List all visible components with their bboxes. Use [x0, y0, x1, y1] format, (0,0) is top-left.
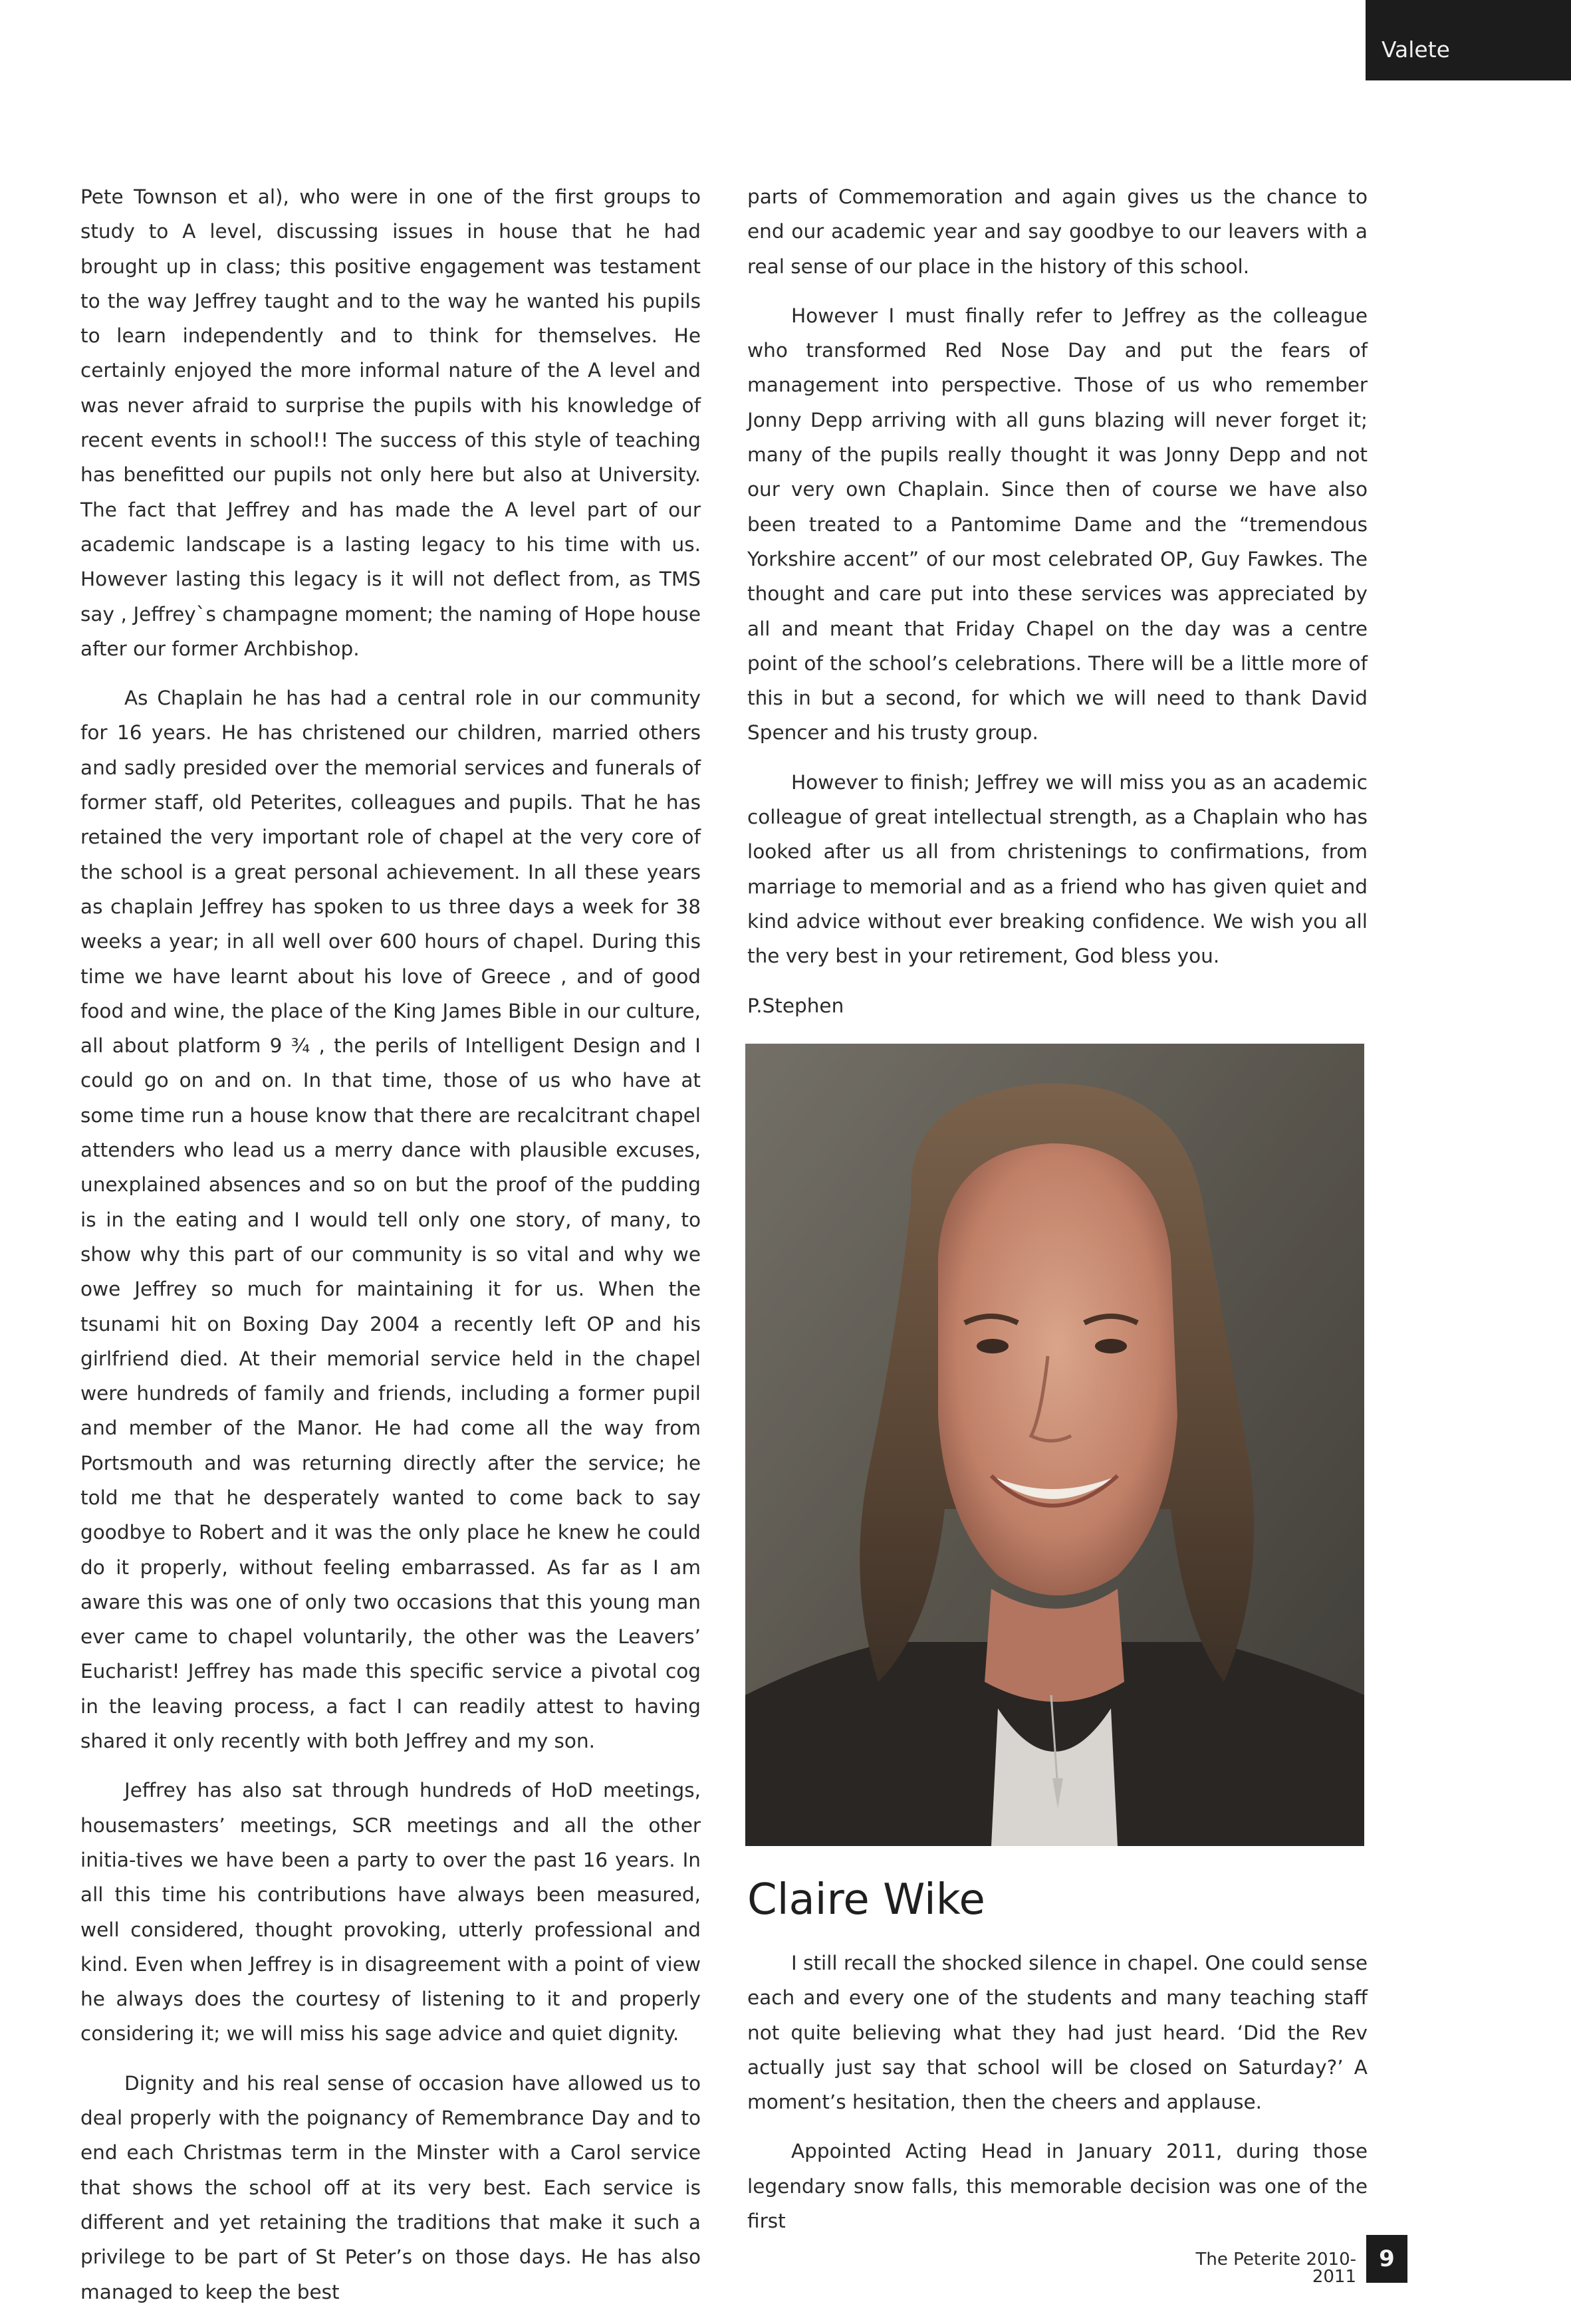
left-paragraph: Pete Townson et al), who were in one of the first groups to study to A level, discussing issues in house that he had brought up in class; this positive engagement was testament to the way Jeffrey taught and to the way he wanted his pupils to learn independently and to think for themselves. He certainly enjoyed the more informal nature of the A level and was never afraid to surprise the pupils with his knowledge of recent events in school!! The success of this style of teaching has benefitted our pupils not only here but also at University. The fact that Jeffrey and has made the A level part of our academic landscape is a lasting legacy to his time with us. However lasting this legacy is it will not deflect from, as TMS say , Jeffrey`s champagne moment; the naming of Hope house after our former Archbishop.	[80, 185, 701, 660]
publication-title: The Peterite 2010-2011	[1195, 2250, 1356, 2287]
section-label: Valete	[1382, 37, 1450, 62]
article-paragraph: Appointed Acting Head in January 2011, during those legendary snow falls, this memorable decision was one of the first	[747, 2140, 1368, 2233]
right-paragraph: However I must finally refer to Jeffrey as the colleague who transformed Red Nose Day and put the fears of management into perspective. Those of us who remember Jonny Depp arriving with all guns blazing will never forget it; many of the pupils really thought it was Jonny Depp and not our very own Chaplain. Since then of course we have also been treated to a Pantomime Dame and the “tremendous Yorkshire accent” of our most celebrated OP, Guy Fawkes. The thought and care put into these services was appreciated by all and meant that Friday Chapel on the day was a centre point of the school’s celebrations. There will be a little more of this in but a second, for which we will need to thank David Spencer and his trusty group.	[747, 304, 1368, 745]
article-heading: Claire Wike	[747, 1875, 985, 1924]
right-paragraph: However to finish; Jeffrey we will miss you as an academic colleague of great intellectual strength, as a Chaplain who has looked after us all from christenings to confirmations, from marriage to memorial and as a friend who has given quiet and kind advice without ever breaking confidence. We wish you all the very best in your retirement, God bless you.	[747, 770, 1368, 968]
page-number: 9	[1366, 2235, 1407, 2283]
article-paragraph: I still recall the shocked silence in chapel. One could sense each and every one of the students and many teaching staff not quite believing what they had just heard. ‘Did the Rev actually just say that school will be closed on Saturday?’ A moment’s hesitation, then the cheers and applause.	[747, 1952, 1368, 2114]
left-column	[80, 179, 701, 2324]
right-column	[747, 179, 1368, 1038]
left-paragraph: Jeffrey has also sat through hundreds of HoD meetings, housemasters’ meetings, SCR meetings and all the other initia-tives we have been a party to over the past 16 years. In all this time his contributions have always been measured, well considered, thought provoking, utterly professional and kind. Even when Jeffrey is in disagreement with a point of view he always does the courtesy of listening to it and properly considering it; we will miss his sage advice and quiet dignity.	[80, 1779, 701, 2045]
left-paragraph: As Chaplain he has had a central role in our community for 16 years. He has christened our children, married others and sadly presided over the memorial services and funerals of former staff, old Peterites, colleagues and pupils. That he has retained the very important role of chapel at the very core of the school is a great personal achievement. In all these years as chaplain Jeffrey has spoken to us three days a week for 38 weeks a year; in all well over 600 hours of chapel. During this time we have learnt about his love of Greece , and of good food and wine, the place of the King James Bible in our culture, all about platform 9 ¾ , the perils of Intelligent Design and I could go on and on. In that time, those of us who have at some time run a house know that there are recalcitrant chapel attenders who lead us a merry dance with plausible excuses, unexplained absences and so on but the proof of the pudding is in the eating and I would tell only one story, of many, to show why this part of our community is so vital and why we owe Jeffrey so much for maintaining it for us. When the tsunami hit on Boxing Day 2004 a recently left OP and his girlfriend died. At their memorial service held in the chapel were hundreds of family and friends, including a former pupil and member of the Manor. He had come all the way from Portsmouth and was returning directly after the service; he told me that he desperately wanted to come back to say goodbye to Robert and it was the only place he knew he could do it properly, without feeling embarrassed. As far as I am aware this was one of only two occasions that this young man ever came to chapel voluntarily, the other was the Leavers’ Eucharist! Jeffrey has made this specific service a pivotal cog in the leaving process, a fact I can readily attest to having shared it only recently with both Jeffrey and my son.	[80, 687, 701, 1753]
right-paragraph: parts of Commemoration and again gives us the chance to end our academic year and say goodbye to our leavers with a real sense of our place in the history of this school.	[747, 185, 1368, 278]
author-signature: P.Stephen	[747, 994, 844, 1017]
section-tab	[1366, 0, 1571, 80]
article-body	[747, 1946, 1368, 2253]
portrait-photo	[745, 1044, 1364, 1846]
left-paragraph: Dignity and his real sense of occasion have allowed us to deal properly with the poignancy of Remembrance Day and to end each Christmas term in the Minster with a Carol service that shows the school off at its very best. Each service is different and yet retaining the traditions that make it such a privilege to be part of St Peter’s on those days. He has also managed to keep the best	[80, 2071, 701, 2303]
